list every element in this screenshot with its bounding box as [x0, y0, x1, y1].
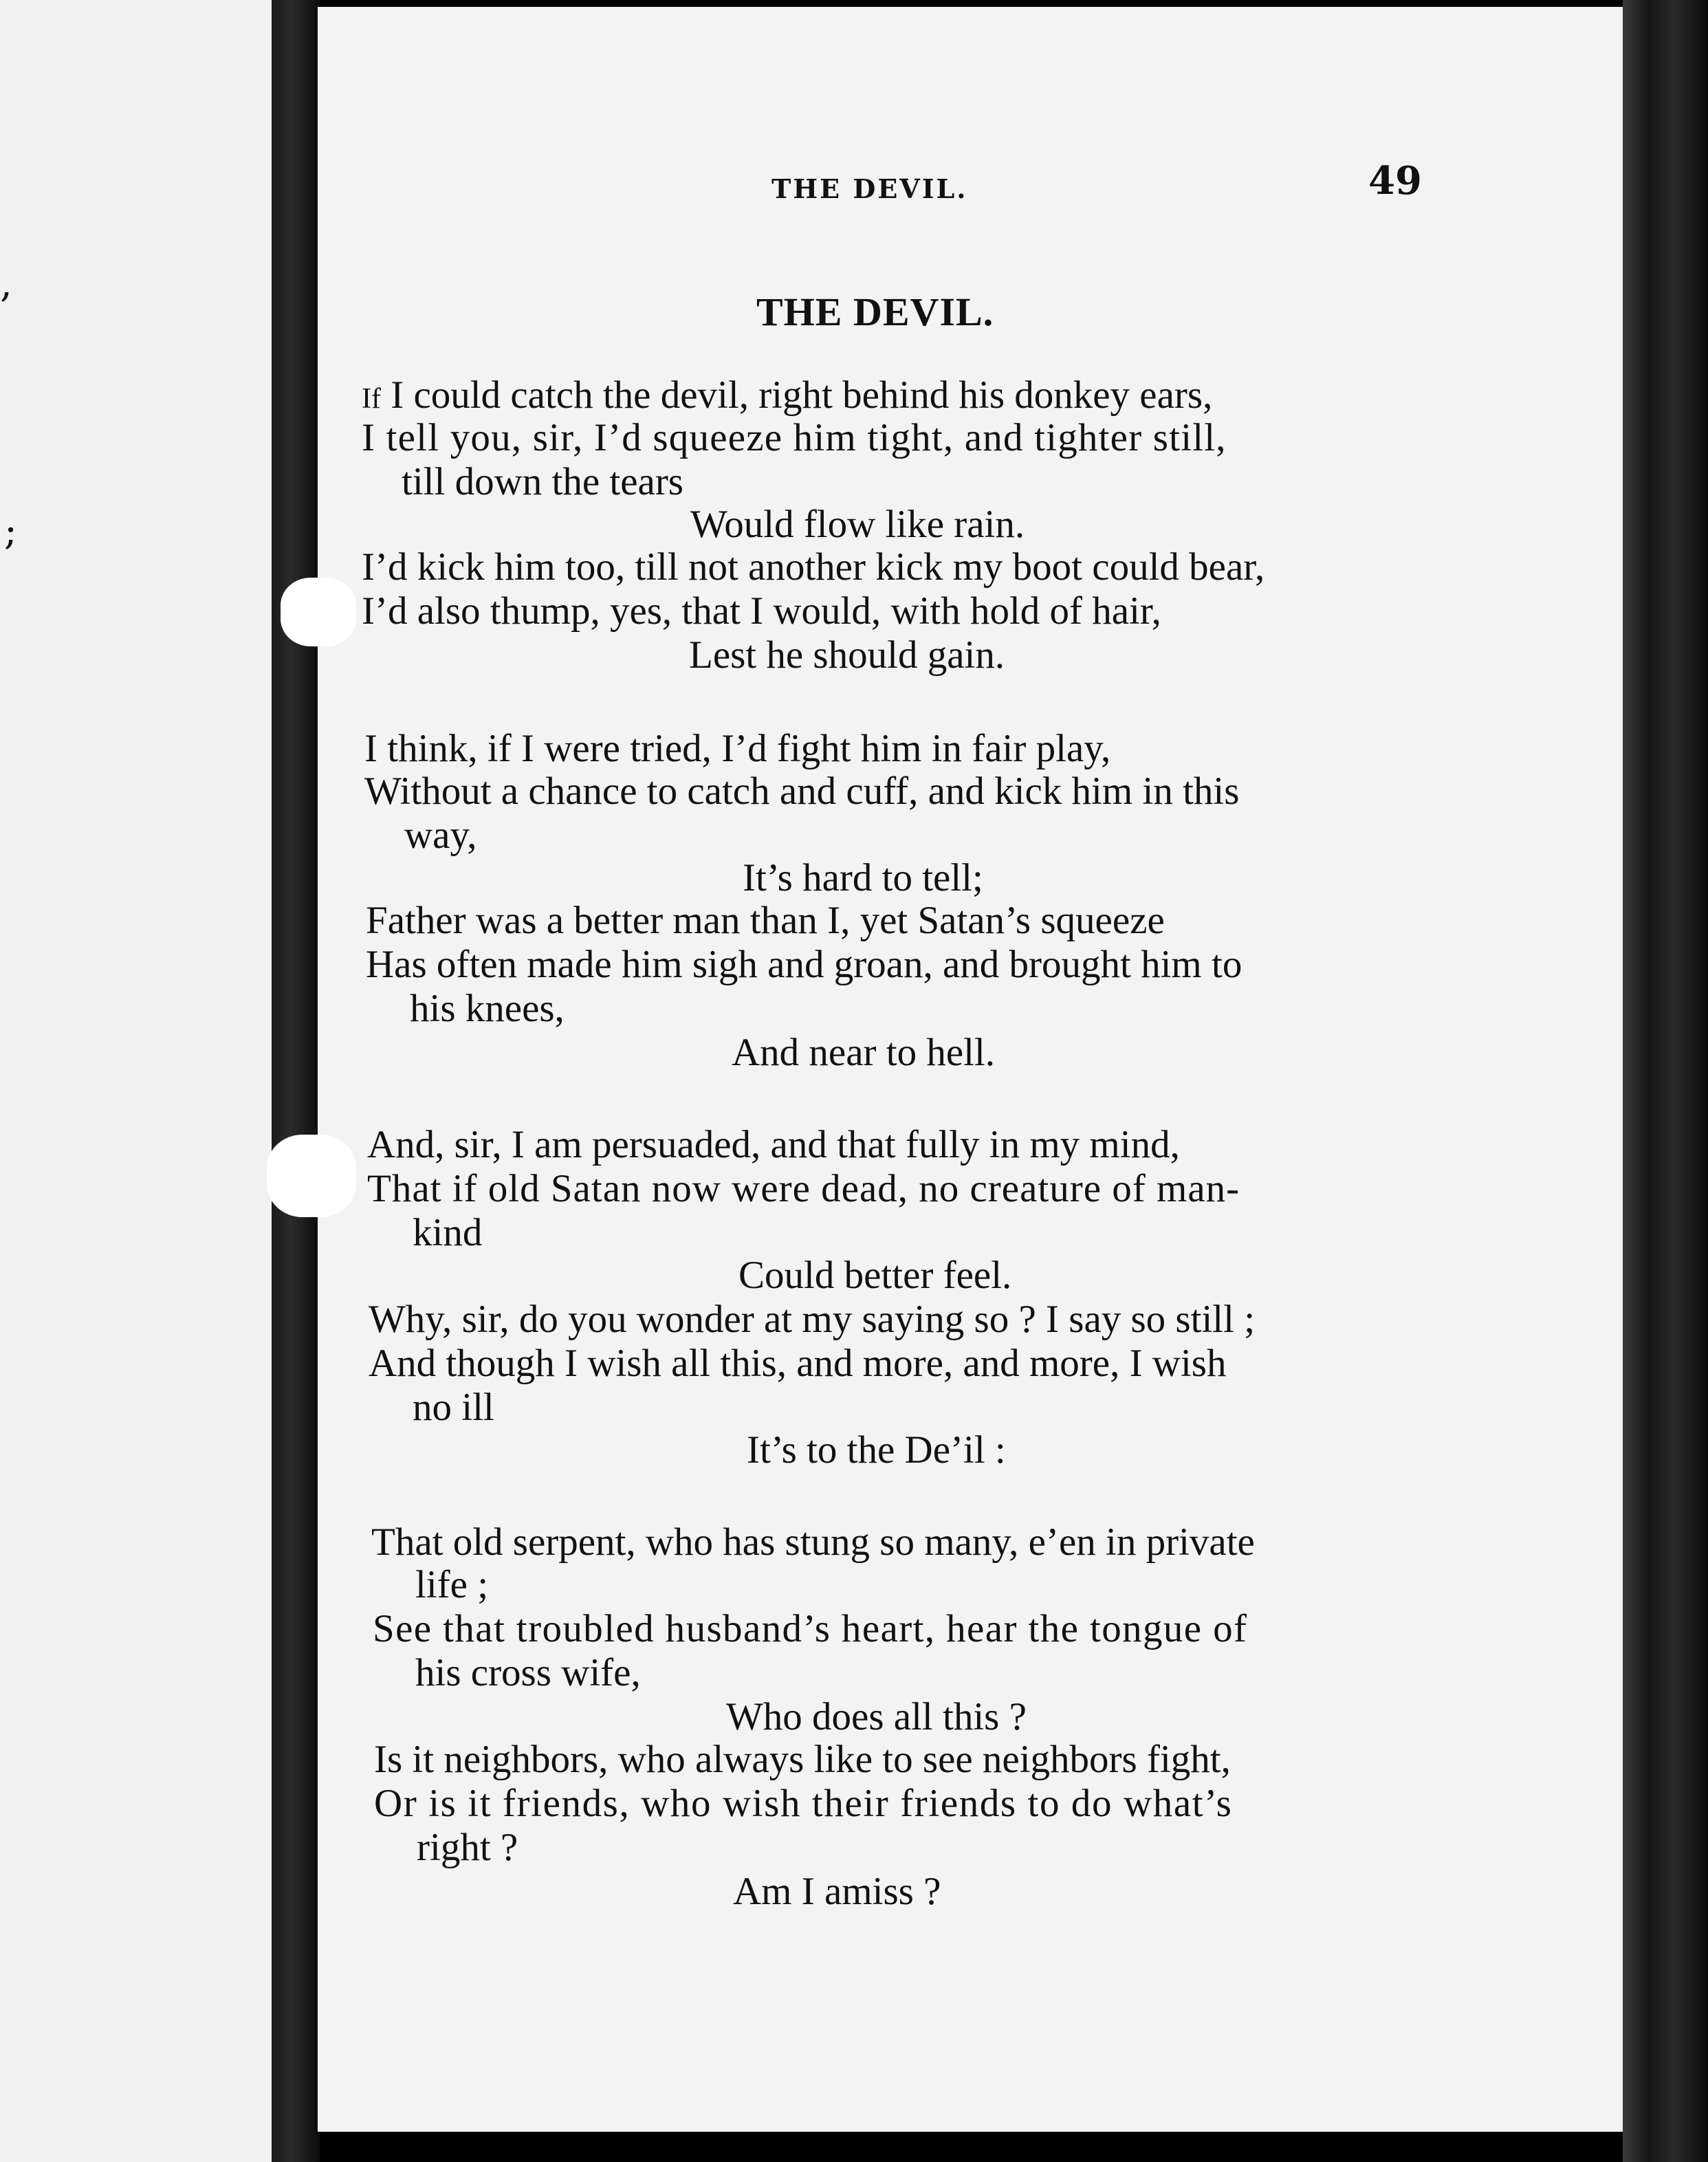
poem-line: Father was a better man than I, yet Satan’s squeeze	[366, 899, 1165, 942]
poem-line: Why, sir, do you wonder at my saying so ? I say so still ;	[369, 1298, 1256, 1341]
paper-blot	[281, 578, 356, 646]
poem-line: no ill	[413, 1386, 494, 1429]
poem-line: It’s hard to tell;	[743, 856, 983, 899]
poem-line: I tell you, sir, I’d squeeze him tight, and tighter still,	[362, 416, 1227, 459]
poem-line: Without a chance to catch and cuff, and kick him in this	[364, 769, 1240, 813]
poem-line: Am I amiss ?	[733, 1870, 941, 1913]
initial-word: If	[362, 383, 381, 415]
page-edge-shadow	[1623, 0, 1708, 2162]
poem-line: If I could catch the devil, right behind his donkey ears,	[362, 373, 1213, 417]
poem-line: It’s to the De’il :	[747, 1428, 1006, 1472]
poem-line: Could better feel.	[738, 1254, 1012, 1297]
poem-line: Would flow like rain.	[690, 503, 1025, 546]
poem-line: way,	[404, 814, 477, 857]
paper-blot	[267, 1135, 356, 1217]
poem-line: I’d also thump, yes, that I would, with hold of hair,	[362, 589, 1161, 633]
poem-line: That old serpent, who has stung so many, e’en in private	[371, 1520, 1255, 1564]
poem-line: See that troubled husband’s heart, hear the tongue of	[373, 1607, 1248, 1650]
poem-title: THE DEVIL.	[756, 290, 994, 334]
poem-line: That if old Satan now were dead, no creature of man-	[367, 1167, 1240, 1210]
poem-line: Has often made him sigh and groan, and brought him to	[366, 943, 1242, 986]
poem-line: his knees,	[410, 987, 565, 1030]
poem-line: kind	[413, 1211, 483, 1254]
poem-line: Is it neighbors, who always like to see neighbors fight,	[374, 1738, 1231, 1781]
poem-line: till down the tears	[402, 460, 683, 503]
poem-line: Lest he should gain.	[689, 633, 1005, 677]
poem-line: Or is it friends, who wish their friends to do what’s	[374, 1782, 1233, 1825]
poem-line: his cross wife,	[415, 1651, 641, 1694]
poem-line: Who does all this ?	[726, 1695, 1027, 1738]
left-page-mark: ,	[0, 261, 12, 306]
poem-line: I’d kick him too, till not another kick my boot could bear,	[362, 545, 1265, 589]
page-number: 49	[1368, 158, 1422, 204]
poem-line: life ;	[415, 1563, 489, 1606]
running-head: THE DEVIL.	[771, 173, 968, 204]
left-facing-page	[0, 0, 275, 2162]
book-gutter	[272, 0, 320, 2162]
left-page-mark: ;	[4, 509, 17, 554]
poem-line: And though I wish all this, and more, and more, I wish	[369, 1342, 1227, 1385]
poem-line: And, sir, I am persuaded, and that fully in my mind,	[367, 1123, 1180, 1166]
poem-line: I think, if I were tried, I’d fight him in fair play,	[364, 727, 1111, 770]
poem-line: right ?	[417, 1826, 518, 1869]
poem-line: And near to hell.	[732, 1031, 996, 1074]
